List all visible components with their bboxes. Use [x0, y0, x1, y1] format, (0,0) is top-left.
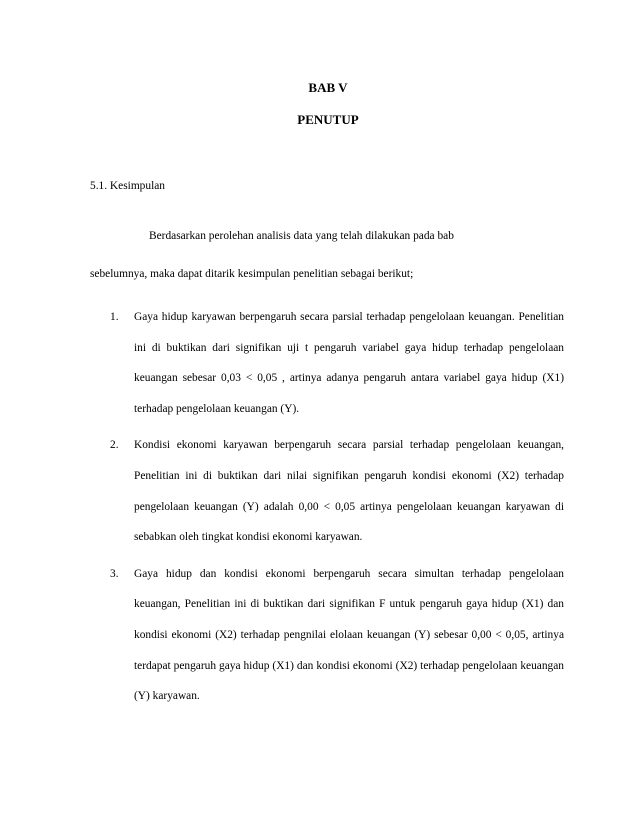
list-item-number: 3. — [110, 567, 119, 580]
intro-paragraph-line-2: sebelumnya, maka dapat ditarik kesimpulan penelitian sebagai berikut; — [90, 268, 414, 280]
list-item-text: Kondisi ekonomi karyawan berpengaruh secara parsial terhadap pengelolaan keuangan, Penelitian ini di buktikan dari nilai signifikan pengaruh kondisi ekonomi (X2) terhadap pengelolaan keuangan (Y) adalah 0,00 < 0,05 artinya pengelolaan keuangan karyawan di sebabkan oleh tingkat kondisi ekonomi karyawan. — [134, 439, 564, 544]
list-item-number: 1. — [110, 311, 119, 323]
list-item — [110, 559, 564, 712]
list-item — [110, 430, 564, 552]
chapter-subtitle: PENUTUP — [297, 112, 359, 127]
list-item-text: Gaya hidup dan kondisi ekonomi berpengaruh secara simultan terhadap pengelolaan keuangan, Penelitian ini di buktikan dari signifikan F untuk pengaruh gaya hidup (X1) dan kondisi ekonomi (X2) terhadap pengnilai elolaan keuangan (Y) sebesar 0,00 < 0,05, artinya terdapat pengaruh gaya hidup (X1) dan kondisi ekonomi (X2) terhadap pengelolaan keuangan (Y) karyawan. — [134, 567, 564, 703]
chapter-title: BAB V — [308, 80, 348, 95]
list-item-text: Gaya hidup karyawan berpengaruh secara parsial terhadap pengelolaan keuangan. Penelitian ini di buktikan dari signifikan uji t pengaruh variabel gaya hidup terhadap pengelolaan keuangan sebesar 0,03 < 0,05 , artinya adanya pengaruh antara variabel gaya hidup (X1) terhadap pengelolaan keuangan (Y). — [134, 311, 564, 415]
list-item — [110, 302, 564, 424]
list-item-number: 2. — [110, 439, 119, 452]
section-heading: 5.1. Kesimpulan — [90, 180, 165, 192]
conclusion-list — [110, 302, 564, 712]
intro-paragraph-line-1: Berdasarkan perolehan analisis data yang telah dilakukan pada bab — [149, 230, 454, 242]
